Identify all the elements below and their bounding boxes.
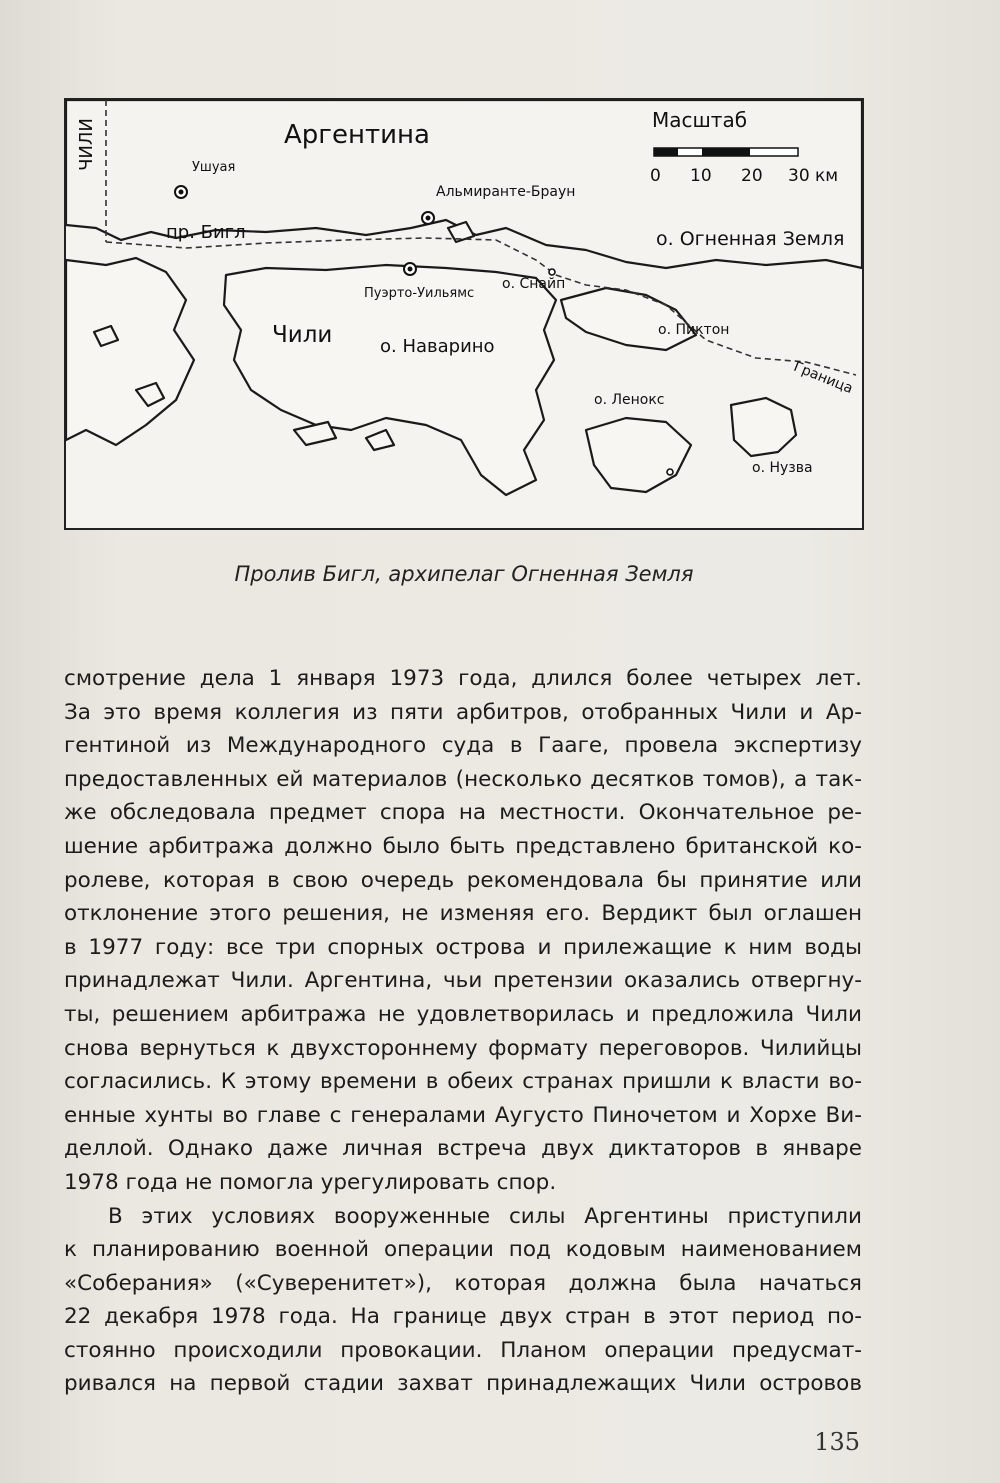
- text-line: ты, решением арбитража не удовлетворилась и предложила Чили: [64, 1001, 862, 1027]
- label-lennox: о. Ленокс: [594, 392, 665, 408]
- label-nueva: о. Нузва: [752, 460, 813, 476]
- map-drawing: [66, 100, 862, 528]
- body-text: [64, 662, 862, 1401]
- nueva-islet-marker: [667, 469, 673, 475]
- label-chile-vertical: ЧИЛИ: [75, 118, 97, 171]
- nueva-island: [731, 398, 796, 456]
- text-line: За это время коллегия из пяти арбитров, отобранных Чили и Ар-: [64, 699, 862, 725]
- text-line: ривался на первой стадии захват принадлежащих Чили островов: [64, 1371, 862, 1397]
- text-line: шение арбитража должно было быть представлено британской ко-: [64, 833, 862, 859]
- text-line: к планированию военной операции под кодовым наименованием: [64, 1237, 862, 1263]
- label-scale-tick-0: 0: [650, 166, 661, 186]
- label-puerto-williams: Пуэрто-Уильямс: [364, 286, 475, 301]
- label-ushuaia: Ушуая: [192, 160, 236, 175]
- text-line: ролеве, которая в свою очередь рекомендовала бы принятие или: [64, 867, 862, 893]
- hoste-island: [66, 258, 194, 445]
- label-scale-title: Масштаб: [652, 108, 748, 132]
- label-navarino: о. Наварино: [380, 336, 495, 357]
- text-line: в 1977 году: все три спорных острова и прилежащие к ним воды: [64, 934, 862, 960]
- label-chile: Чили: [272, 322, 333, 348]
- text-line: В этих условиях вооруженные силы Аргентины приступили: [108, 1203, 862, 1229]
- lennox-island: [586, 418, 691, 492]
- label-tierra-del-fuego: о. Огненная Земля: [656, 228, 845, 250]
- text-line: 22 декабря 1978 года. На границе двух стран в этот период по-: [64, 1304, 862, 1330]
- label-beagle-strait: пр. Бигл: [166, 222, 246, 243]
- text-line: принадлежат Чили. Аргентина, чьи претензии оказались отвергну-: [64, 968, 862, 994]
- text-line: «Соберания» («Суверенитет»), которая должна была начаться: [64, 1270, 862, 1296]
- label-scale-tick-20: 20: [741, 166, 763, 186]
- text-line: 1978 года не помогла урегулировать спор.: [64, 1169, 557, 1195]
- text-line: енные хунты во главе с генералами Аугусто Пиночетом и Хорхе Ви-: [64, 1102, 862, 1128]
- beagle-channel-map: [64, 98, 864, 530]
- page-number: 135: [814, 1428, 860, 1456]
- text-line: согласились. К этому времени в обеих странах пришли к власти во-: [64, 1069, 862, 1095]
- label-snipe: о. Снайп: [502, 276, 566, 292]
- text-line: смотрение дела 1 января 1973 года, длился более четырех лет.: [64, 666, 862, 691]
- text-line: деллой. Однако даже личная встреча двух диктаторов в январе: [64, 1136, 862, 1162]
- text-line: отклонение этого решения, не изменяя его. Вердикт был оглашен: [64, 901, 862, 927]
- text-line: предоставленных ей материалов (несколько десятков томов), а так-: [64, 766, 862, 792]
- picton-island: [561, 288, 696, 350]
- text-line: гентиной из Международного суда в Гааге, провела экспертизу: [64, 733, 862, 759]
- label-scale-tick-10: 10: [690, 166, 712, 186]
- map-caption: Пролив Бигл, архипелаг Огненная Земля: [234, 562, 694, 586]
- label-border: Граница: [791, 358, 856, 398]
- label-scale-tick-30: 30 км: [788, 166, 839, 186]
- label-argentina: Аргентина: [284, 120, 430, 150]
- text-line: снова вернуться к двухстороннему формату переговоров. Чилийцы: [64, 1035, 862, 1061]
- snipe-island-marker: [549, 269, 555, 275]
- text-line: стоянно происходили провокации. Планом операции предусмат-: [64, 1337, 862, 1363]
- label-almirante-brown: Альмиранте-Браун: [436, 184, 576, 200]
- text-line: же обследовала предмет спора на местности. Окончательное ре-: [64, 800, 862, 826]
- scale-bar: [654, 148, 798, 156]
- label-picton: о. Пиктон: [658, 322, 730, 338]
